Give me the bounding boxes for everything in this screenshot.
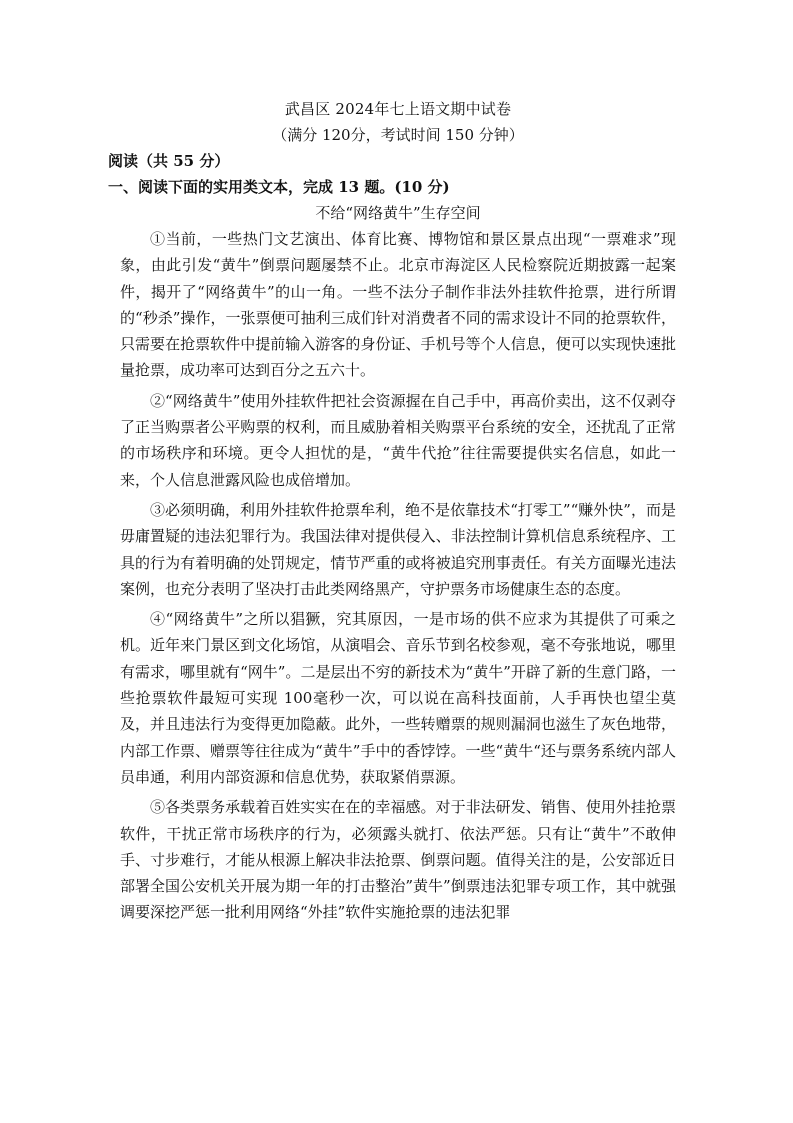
paragraph-5: ⑤各类票务承载着百姓实实在在的幸福感。对于非法研发、销售、使用外挂抢票软件，干扰正常市场秩序的行为，必须露头就打、依法严惩。只有让“黄牛”不敢伸手、寸步难行，才能从根源上解决非法抢票、倒票问题。值得关注的是，公安部近日部署全国公安机关开展为期一年的打击整治”黄牛”倒票违法犯罪专项工作，其中就强调要深挖严惩一批利用网络“外挂”软件实施抢票的违法犯罪 xyxy=(120,798,676,922)
article-title: 不给“网络黄牛”生存空间 xyxy=(315,204,481,222)
section-label: 阅读（共 55 分） xyxy=(108,152,230,170)
exam-page xyxy=(108,96,676,930)
paragraph-4: ④“网络黄牛”之所以猖獗，究其原因，一是市场的供不应求为其提供了可乘之机。近年来门景区到文化场馆，从演唱会、音乐节到名校参观，毫不夸张地说，哪里有需求，哪里就有“网牛”。二是层出不穷的新技术为“黄牛”开辟了新的生意门路，一些抢票软件最短可实现 100毫秒一次，可以说在高科技面前，人手再快也望尘莫及，并且违法行为变得更加隐蔽。此外，一些转赠票的规则漏洞也滋生了灰色地带，内部工作票、赠票等往往成为“黄牛”手中的香饽饽。一些“黄牛“还与票务系统内部人员串通，利用内部资源和信息优势，获取紧俏票源。 xyxy=(120,610,676,786)
paragraph-2: ②“网络黄牛”使用外挂软件把社会资源握在自己手中，再高价卖出，这不仅剥夺了正当购票者公平购票的权利，而且威胁着相关购票平台系统的安全，还扰乱了正常的市场秩序和环境。更令人担忧的是，“黄牛代抢”往往需要提供实名信息，如此一来，个人信息泄露风险也成倍增加。 xyxy=(120,391,676,489)
question-heading: 一、阅读下面的实用类文本，完成 13 题。(10 分) xyxy=(108,178,450,196)
article-body xyxy=(120,226,676,926)
paragraph-3: ③必须明确，利用外挂软件抢票牟利，绝不是依靠技术“打零工”“赚外快”，而是毋庸置疑的违法犯罪行为。我国法律对提供侵入、非法控制计算机信息系统程序、工具的行为有着明确的处罚规定，情节严重的或将被追究刑事责任。有关方面曝光违法案例，也充分表明了坚决打击此类网络黑产，守护票务市场健康生态的态度。 xyxy=(120,500,676,598)
exam-title: 武昌区 2024年七上语文期中试卷 xyxy=(284,100,512,118)
paragraph-1: ①当前，一些热门文艺演出、体育比赛、博物馆和景区景点出现“一票难求”现象，由此引发“黄牛”倒票问题屡禁不止。北京市海淀区人民检察院近期披露一起案件，揭开了“网络黄牛”的山一角。一些不法分子制作非法外挂软件抢票，进行所谓的“秒杀”操作，一张票便可抽利三成们针对消费者不同的需求设计不同的抢票软件，只需要在抢票软件中提前输入游客的身份证、手机号等个人信息，便可以实现快速批量抢票，成功率可达到百分之五六十。 xyxy=(120,230,676,380)
exam-subtitle: （满分 120分，考试时间 150 分钟） xyxy=(272,126,524,144)
